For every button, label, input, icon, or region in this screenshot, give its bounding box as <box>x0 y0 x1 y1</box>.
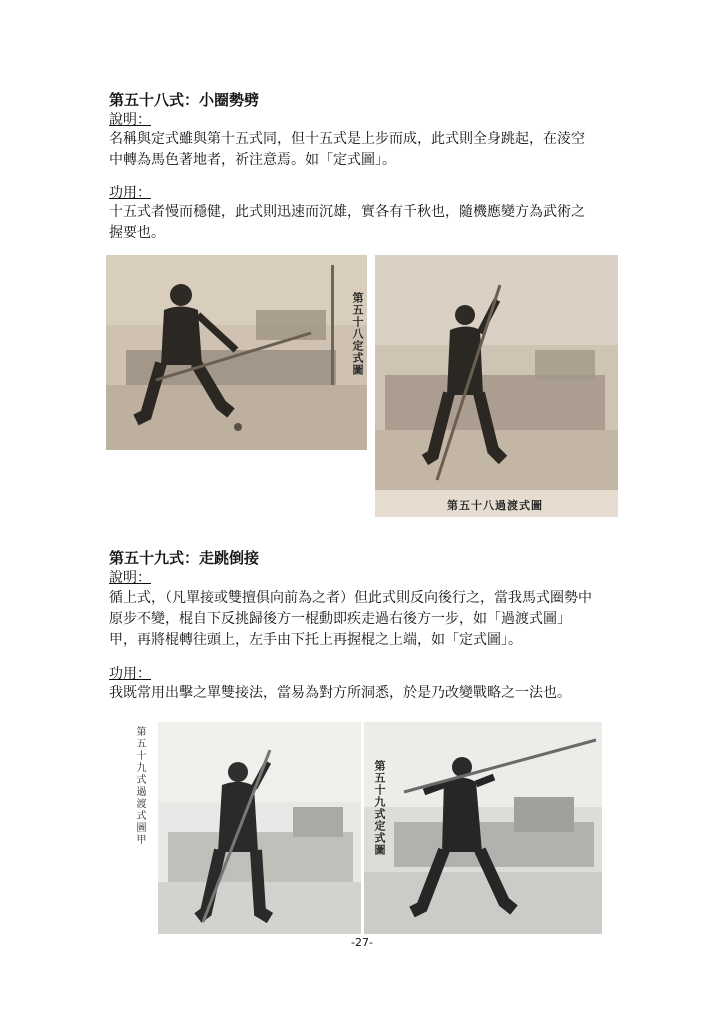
section1-title: 第五十八式：小圈勢劈 <box>109 91 260 109</box>
section2-function-line: 我既常用出擊之單雙接法，當易為對方所洞悉，於是乃改變戰略之一法也。 <box>109 685 571 701</box>
section1-function-text <box>109 202 629 244</box>
section1-explain-line: 中轉為馬色著地者，祈注意焉。如「定式圖」。 <box>109 152 396 168</box>
section1-explain-label: 說明： <box>109 112 151 128</box>
page-number: -27- <box>351 936 373 949</box>
section2-function-text <box>109 683 629 704</box>
section2-title: 第五十九式：走跳倒接 <box>109 549 260 567</box>
section2-explain-text <box>109 588 629 651</box>
photo-58-fixed-stance <box>106 255 367 450</box>
section2-function-label: 功用： <box>109 666 151 682</box>
section1-explain-text <box>109 129 629 171</box>
photo-59-fixed-stance <box>364 722 602 934</box>
photo-59-transition-caption: 第五十九式過渡式圖甲 <box>134 726 145 846</box>
section2-explain-line: 循上式，（凡單接或雙擅俱向前為之者）但此式則反向後行之，當我馬式圈勢中 <box>109 590 592 606</box>
section2-explain-label: 說明： <box>109 570 151 586</box>
photo-58-transition <box>375 255 618 517</box>
section1-function-line: 握要也。 <box>109 225 165 241</box>
section1-function-label: 功用： <box>109 185 151 201</box>
photo-59-transition <box>158 722 361 934</box>
section1-explain-line: 名稱與定式雖與第十五式同，但十五式是上步而成，此式則全身跳起，在淩空 <box>109 131 585 147</box>
photo-58-transition-caption: 第五十八過渡式圖 <box>447 499 543 512</box>
photo-58-fixed-caption: 第五十八定式圖 <box>351 292 364 376</box>
section1-function-line: 十五式者慢而穩健，此式則迅速而沉雄，實各有千秋也，隨機應變方為武術之 <box>109 204 585 220</box>
section2-explain-line: 原步不變，棍自下反挑歸後方一棍動即疾走過右後方一步，如「過渡式圖」 <box>109 611 571 627</box>
section2-explain-line: 甲，再將棍轉往頭上，左手由下托上再握棍之上端，如「定式圖」。 <box>109 632 522 648</box>
photo-59-fixed-caption: 第五十九式定式圖 <box>373 760 386 856</box>
